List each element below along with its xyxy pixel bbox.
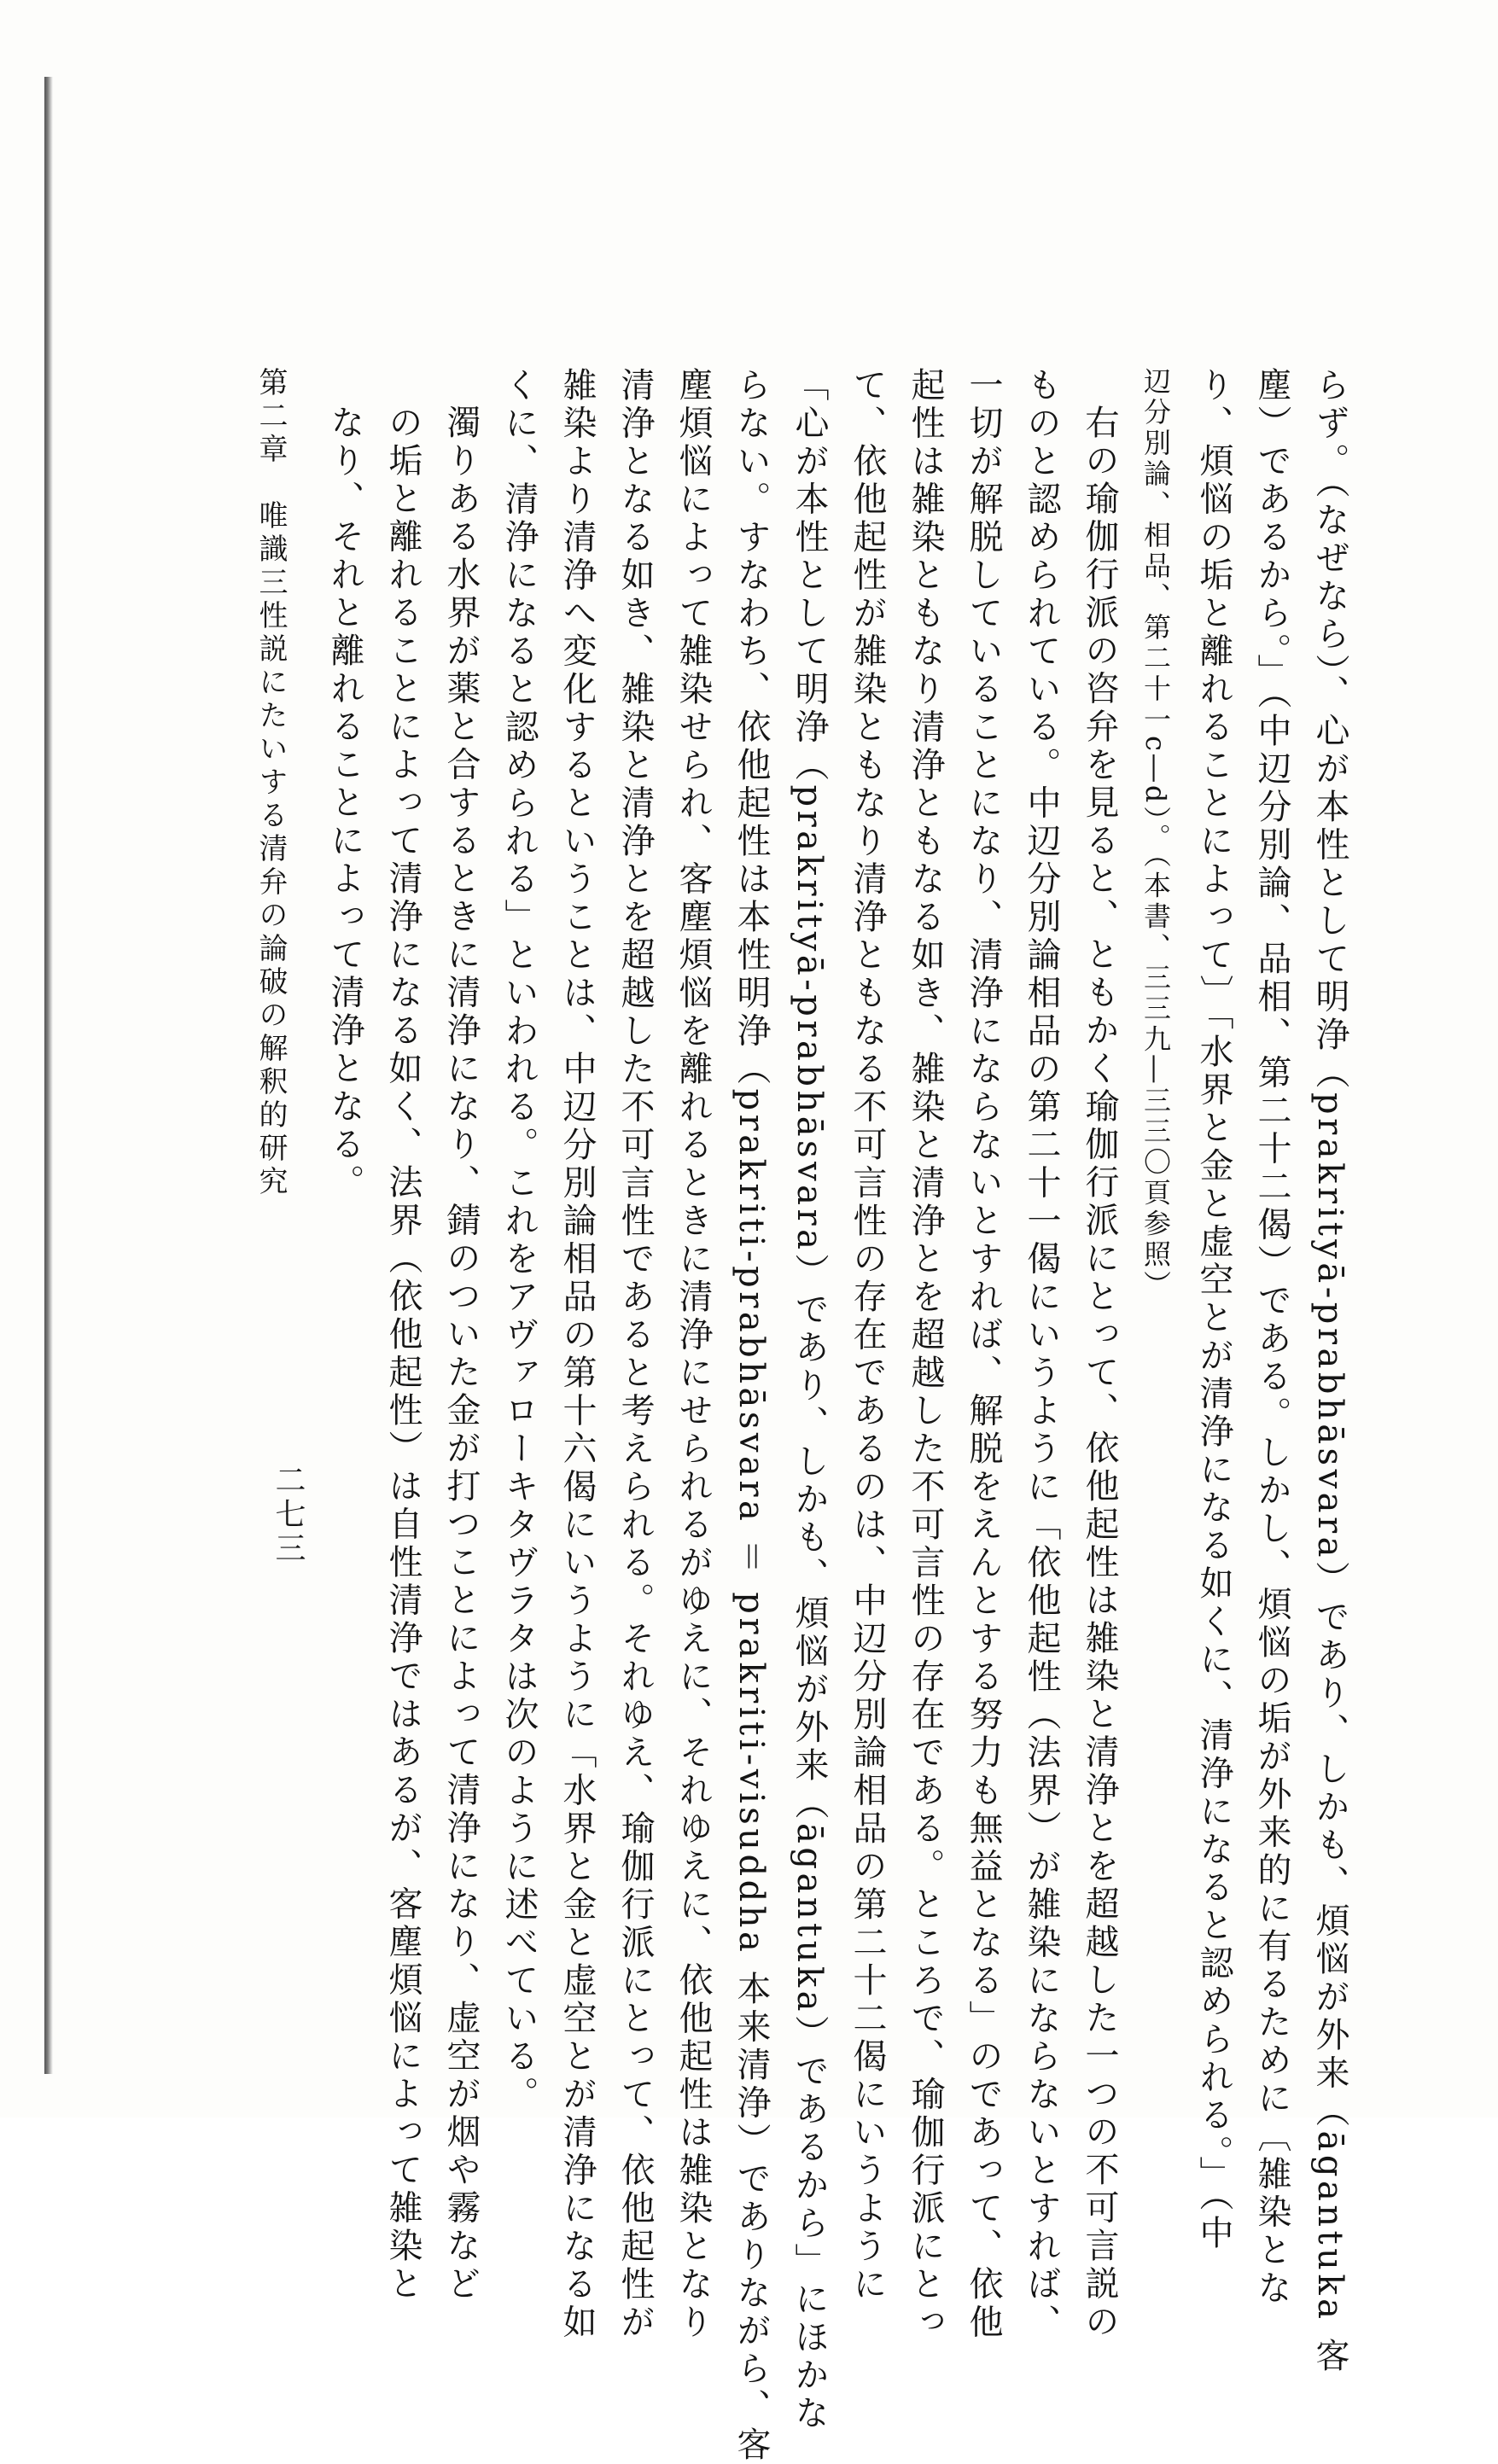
text-column-8: 起性は雑染ともなり清浄ともなる如き、雑染と清浄とを超越した不可言性の存在である。ところで、瑜伽行派にとっ bbox=[906, 367, 945, 2342]
text-column-13: 清浄となる如き、雑染と清浄とを超越した不可言性であると考えられる。それゆえ、瑜伽行派にとって、依他起性が bbox=[615, 367, 655, 2342]
page-number: 二七三 bbox=[271, 1464, 306, 1566]
text-column-10: 「心が本性として明浄（prakrityā-prabhāsvara）であり、しかも、煩悩が外来（āgantuka）であるから」にほかな bbox=[790, 367, 829, 2433]
text-column-14: 雑染より清浄へ変化するということは、中辺分別論相品の第十六偈にいうように「水界と金と虚空とが清浄になる如 bbox=[557, 367, 597, 2342]
text-column-2: 塵）であるから。」（中辺分別論、品相、第二十二偈）である。しかし、煩悩の垢が外来的に有るために〔雑染とな bbox=[1252, 367, 1291, 2308]
text-column-4: 辺分別論、相品、第二十一c―d）。（本書、三三九―三三〇頁参照） bbox=[1140, 367, 1172, 1302]
quote-column-1: 濁りある水界が薬と合するときに清浄になり、錆のついた金が打つことによって清浄になり、虚空が烟や霧など bbox=[441, 405, 481, 2304]
text-column-11: らない。すなわち、依他起性は本性明浄（prakriti-prabhāsvara ＝ prakriti-visuddha 本来清浄）でありながら、客 bbox=[732, 367, 771, 2464]
running-head: 第二章 唯識三性説にたいする清弁の論破の解釈的研究 bbox=[254, 367, 288, 1199]
text-column-1: らず。（なぜなら）、心が本性として明浄（prakrityā-prabhāsvara）であり、しかも、煩悩が外来（āgantuka 客 bbox=[1310, 367, 1349, 2376]
quote-column-3: なり、それと離れることによって清浄となる。 bbox=[325, 405, 364, 1203]
text-column-7: 一切が解脱していることになり、清浄にならないとすれば、解脱をえんとする努力も無益となる」のであって、依他 bbox=[964, 367, 1003, 2342]
text-column-15: くに、清浄になると認められる」といわれる。これをアヴァローキタヴラタは次のように述べている。 bbox=[499, 367, 539, 2114]
binding-edge-shadow bbox=[44, 77, 53, 2074]
text-column-12: 塵煩悩によって雑染せられ、客塵煩悩を離れるときに清浄にせられるがゆえに、それゆえに、依他起性は雑染となり bbox=[673, 367, 713, 2342]
text-column-9: て、依他起性が雑染ともなり清浄ともなる不可言性の存在であるのは、中辺分別論相品の第二十二偈にいうように bbox=[848, 367, 887, 2304]
quote-column-2: の垢と離れることによって清浄になる如く、法界（依他起性）は自性清浄ではあるが、客塵煩悩によって雑染と bbox=[383, 405, 423, 2304]
text-column-3: り、煩悩の垢と離れることによって〕「水界と金と虚空とが清浄になる如くに、清浄になると認められる。」（中 bbox=[1194, 367, 1233, 2253]
paragraph-start-column: 右の瑜伽行派の咨弁を見ると、ともかく瑜伽行派にとって、依他起性は雑染と清浄とを超越した一つの不可言説の bbox=[1080, 405, 1119, 2342]
text-column-6: ものと認められている。中辺分別論相品の第二十一偈にいうように「依他起性（法界）が雑染にならないとすれば、 bbox=[1022, 367, 1061, 2342]
